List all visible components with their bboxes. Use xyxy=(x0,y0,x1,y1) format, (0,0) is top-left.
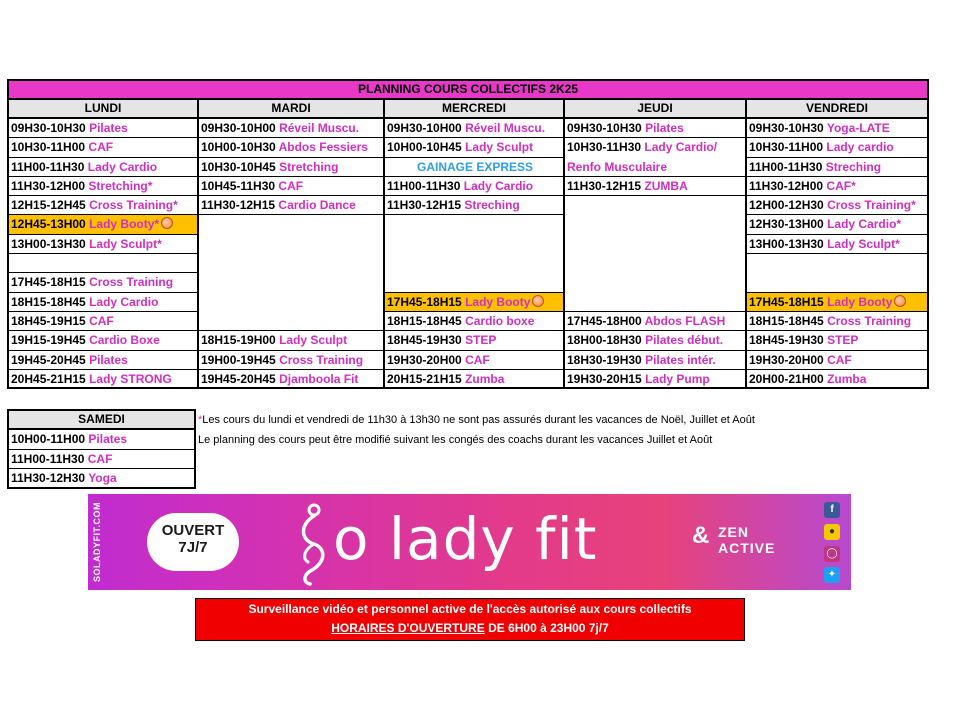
schedule-cell: 10H45-11H30 CAF xyxy=(199,177,383,196)
column-jeudi xyxy=(565,100,747,387)
schedule-table xyxy=(7,79,929,389)
open-badge xyxy=(147,513,239,571)
instagram-icon[interactable]: ◯ xyxy=(824,546,840,562)
schedule-cell: 10H00-10H30 Abdos Fessiers xyxy=(199,138,383,157)
peach-icon xyxy=(894,295,906,307)
schedule-cell-empty xyxy=(565,196,745,312)
schedule-cell: 12H30-13H00 Lady Cardio* xyxy=(747,215,927,234)
schedule-cell: 10H30-11H00 Lady cardio xyxy=(747,138,927,157)
twitter-icon[interactable]: ✦ xyxy=(824,567,840,583)
schedule-cell: 12H15-12H45 Cross Training* xyxy=(9,196,197,215)
facebook-icon[interactable]: f xyxy=(824,502,840,518)
schedule-cell: 18H45-19H15 CAF xyxy=(9,312,197,331)
snapchat-icon[interactable]: ● xyxy=(824,524,840,540)
schedule-cell: 18H45-19H30 STEP xyxy=(747,331,927,350)
schedule-cell-empty xyxy=(9,254,197,273)
day-header-vendredi: VENDREDI xyxy=(747,100,927,119)
schedule-cell: 11H00-11H30 Lady Cardio xyxy=(385,177,563,196)
day-header-mercredi: MERCREDI xyxy=(385,100,563,119)
info-box xyxy=(195,598,745,641)
schedule-cell: 10H30-10H45 Stretching xyxy=(199,158,383,177)
schedule-cell-empty xyxy=(747,254,927,293)
schedule-cell: 19H30-20H00 CAF xyxy=(747,351,927,370)
schedule-notes xyxy=(198,412,958,452)
saturday-table xyxy=(7,409,196,489)
note-holidays: *Les cours du lundi et vendredi de 11h30 à 13h30 ne sont pas assurés durant les vacances de Noël, Juillet et Août xyxy=(198,414,755,426)
surveillance-text: Surveillance vidéo et personnel active de l'accès autorisé aux cours collectifs xyxy=(248,602,692,616)
schedule-cell: 09H30-10H00 Réveil Muscu. xyxy=(385,119,563,138)
note-changes: Le planning des cours peut être modifié suivant les congés des coachs durant les vacances Juillet et Août xyxy=(198,434,713,446)
day-header-jeudi: JEUDI xyxy=(565,100,745,119)
schedule-cell: 11H00-11H30 CAF xyxy=(9,450,194,470)
schedule-cell: 19H30-20H15 Lady Pump xyxy=(567,371,710,386)
brand-name: o lady fit xyxy=(333,505,598,573)
schedule-cell: 18H45-19H30 STEP xyxy=(385,331,563,350)
schedule-cell: 11H30-12H15 Cardio Dance xyxy=(199,196,383,215)
schedule-cell: 17H45-18H15 Cross Training xyxy=(9,273,197,292)
schedule-cell: 10H00-11H00 Pilates xyxy=(9,430,194,450)
schedule-cell: 11H00-11H30 Streching xyxy=(747,158,927,177)
schedule-cell: 11H30-12H00 CAF* xyxy=(747,177,927,196)
schedule-cell: 09H30-10H30 Pilates xyxy=(565,119,745,138)
schedule-cell-empty xyxy=(199,215,383,331)
schedule-cell: 19H45-20H45 Djamboola Fit xyxy=(201,371,359,386)
schedule-cell-highlight: 17H45-18H15 Lady Booty xyxy=(747,293,927,312)
schedule-cell-highlight: 12H45-13H00 Lady Booty* xyxy=(9,215,197,234)
schedule-cell: 10H00-10H45 Lady Sculpt xyxy=(385,138,563,157)
website-text: SOLADYFIT.COM xyxy=(92,502,102,582)
schedule-cell: 11H30-12H15 ZUMBA xyxy=(565,177,745,196)
schedule-cell: 20H15-21H15 Zumba xyxy=(387,371,505,386)
schedule-cell: 09H30-10H00 Réveil Muscu. xyxy=(199,119,383,138)
column-mercredi xyxy=(385,100,565,387)
schedule-cell: 20H00-21H00 Zumba xyxy=(749,371,867,386)
schedule-cell: 13H00-13H30 Lady Sculpt* xyxy=(9,235,197,254)
logo-figure-icon xyxy=(292,500,332,586)
schedule-cell: 11H30-12H00 Stretching* xyxy=(9,177,197,196)
peach-icon xyxy=(532,295,544,307)
schedule-cell-highlight: 17H45-18H15 Lady Booty xyxy=(385,293,563,312)
schedule-cell: 19H30-20H00 CAF xyxy=(385,351,563,370)
schedule-cell: 18H00-18H30 Pilates début. xyxy=(565,331,745,350)
schedule-cell: 19H00-19H45 Cross Training xyxy=(199,351,383,370)
schedule-cell: 13H00-13H30 Lady Sculpt* xyxy=(747,235,927,254)
schedule-cell: 18H30-19H30 Pilates intér. xyxy=(565,351,745,370)
brand-banner: SOLADYFIT.COM OUVERT 7J/7 o lady fit & ZEN ACTIVE f ● ◯ ✦ xyxy=(88,494,851,590)
day-header-mardi: MARDI xyxy=(199,100,383,119)
schedule-cell: 11H30-12H15 Streching xyxy=(385,196,563,215)
badge-line2: 7J/7 xyxy=(178,539,208,556)
schedule-cell: 17H45-18H00 Abdos FLASH xyxy=(565,312,745,331)
column-mardi xyxy=(199,100,385,387)
peach-icon xyxy=(161,217,173,229)
day-header-lundi: LUNDI xyxy=(9,100,197,119)
column-vendredi xyxy=(747,100,927,387)
column-lundi xyxy=(9,100,199,387)
schedule-cell: 18H15-19H00 Lady Sculpt xyxy=(199,331,383,350)
schedule-cell: 11H30-12H30 Yoga xyxy=(11,471,117,485)
badge-line1: OUVERT xyxy=(161,522,225,539)
schedule-cell: 19H45-20H45 Pilates xyxy=(9,351,197,370)
schedule-cell: 09H30-10H30 Yoga-LATE xyxy=(747,119,927,138)
schedule-cell: 18H15-18H45 Cross Training xyxy=(747,312,927,331)
schedule-cell: 12H00-12H30 Cross Training* xyxy=(747,196,927,215)
schedule-cell: 18H15-18H45 Lady Cardio xyxy=(9,293,197,312)
schedule-cell: 09H30-10H30 Pilates xyxy=(9,119,197,138)
schedule-cell: Renfo Musculaire xyxy=(565,158,745,177)
schedule-cell: 18H15-18H45 Cardio boxe xyxy=(385,312,563,331)
opening-hours: HORAIRES D'OUVERTURE DE 6H00 à 23H00 7j/7 xyxy=(331,621,609,635)
schedule-cell: 11H00-11H30 Lady Cardio xyxy=(9,158,197,177)
schedule-cell-empty xyxy=(385,215,563,292)
schedule-cell: 10H30-11H30 Lady Cardio/ xyxy=(567,140,718,155)
schedule-cell-gainage: GAINAGE EXPRESS xyxy=(385,158,563,177)
schedule-cell: 20H45-21H15 Lady STRONG xyxy=(11,371,172,386)
schedule-cell: 19H15-19H45 Cardio Boxe xyxy=(9,331,197,350)
schedule-title: PLANNING COURS COLLECTIFS 2K25 xyxy=(9,81,927,100)
day-header-samedi: SAMEDI xyxy=(9,411,194,430)
schedule-cell: 10H30-11H00 CAF xyxy=(9,138,197,157)
